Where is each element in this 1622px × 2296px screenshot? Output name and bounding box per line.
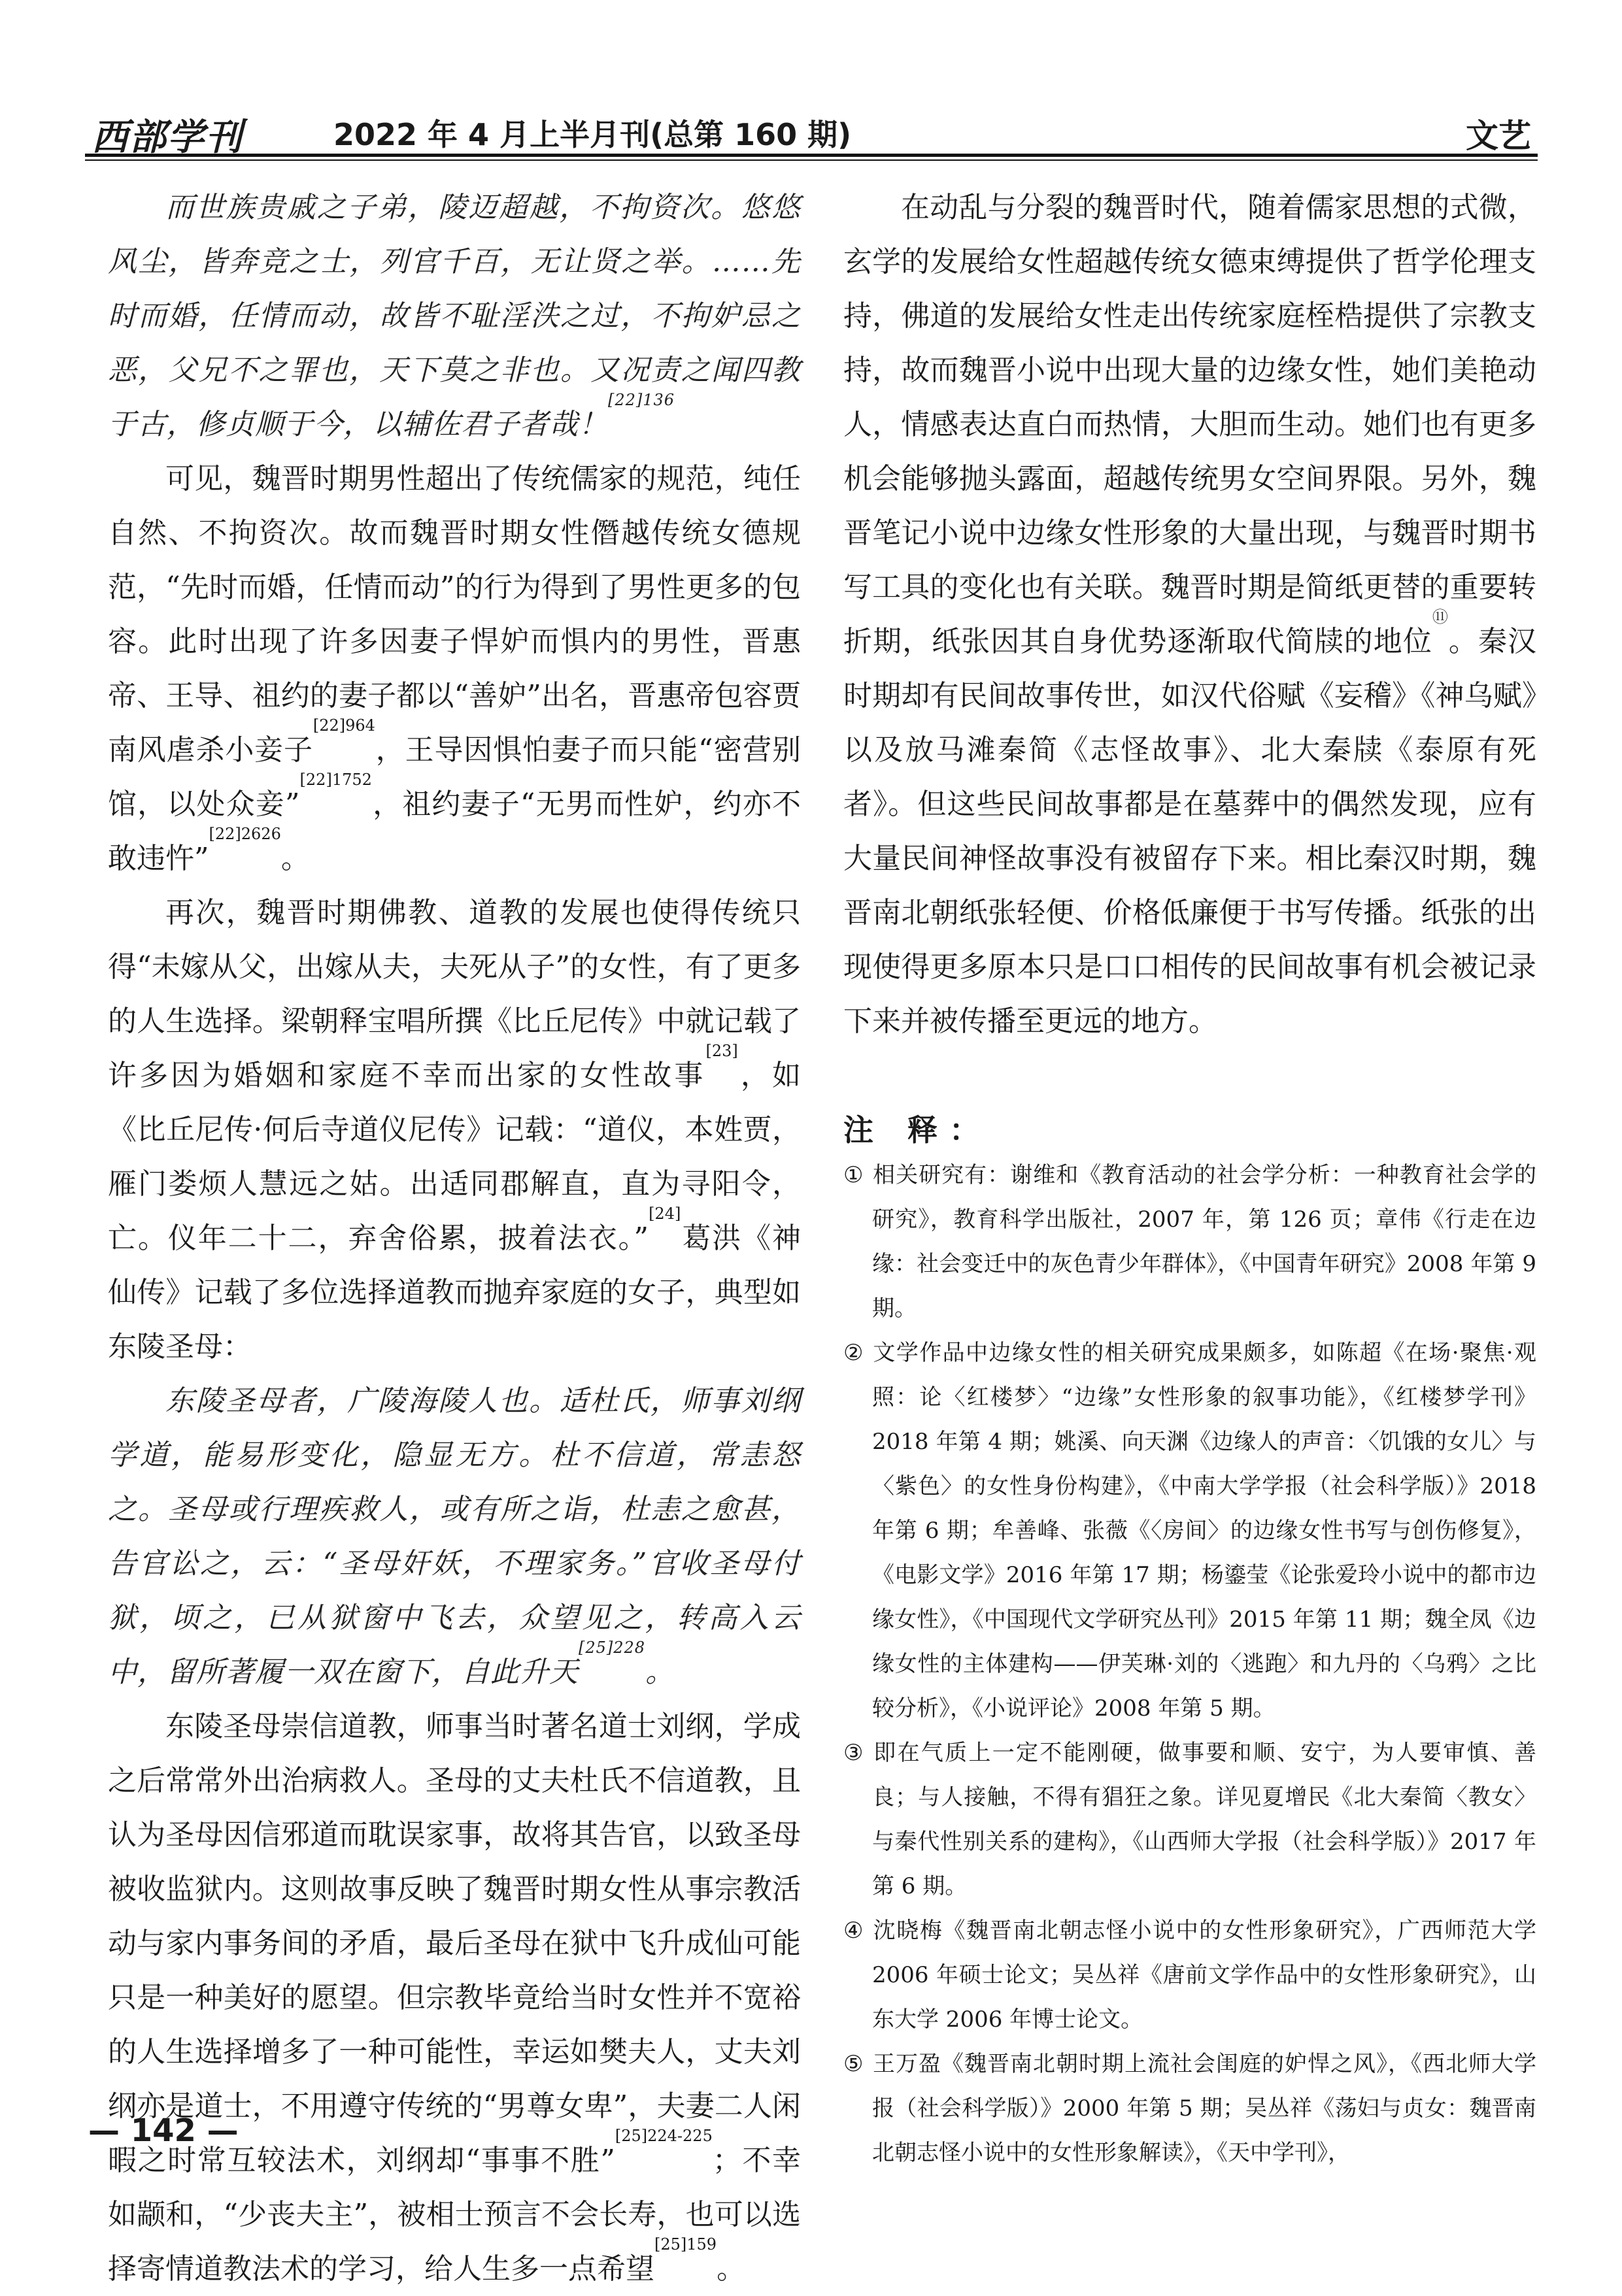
header-rule <box>85 154 1538 157</box>
note-item <box>843 2042 1536 2175</box>
paragraph-text: 。 <box>717 2252 746 2286</box>
note-text: 即在气质上一定不能刚硬，做事要和顺、安宁，为人要审慎、善良；与人接触，不得有猖狂之象。详见夏增民《北大秦简〈教女〉与秦代性别关系的建构》，《山西师大学报（社会科学版）》2017 年第 6 期。 <box>872 1740 1536 1899</box>
note-text: 沈晓梅《魏晋南北朝志怪小说中的女性形象研究》，广西师范大学 2006 年硕士论文；吴丛祥《唐前文学作品中的女性形象研究》，山东大学 2006 年博士论文。 <box>872 1918 1536 2033</box>
right-column <box>843 180 1536 2175</box>
note-item <box>843 1731 1536 1908</box>
notes-list <box>843 1153 1536 2175</box>
notes-heading: 注 释： <box>843 1112 992 1148</box>
paragraph-text: 在动乱与分裂的魏晋时代，随着儒家思想的式微，玄学的发展给女性超越传统女德束缚提供了哲学伦理支持，佛道的发展给女性走出传统家庭桎梏提供了宗教支持，故而魏晋小说中出现大量的边缘女性，她们美艳动人，情感表达直白而热情，大胆而生动。她们也有更多机会能够抛头露面，超越传统男女空间界限。另外，魏晋笔记小说中边缘女性形象的大量出现，与魏晋时期书写工具的变化也有关联。魏晋时期是简纸更替的重要转折期，纸张因其自身优势逐渐取代简牍的地位 <box>843 191 1536 658</box>
note-number: ④ <box>843 1918 864 1944</box>
note-marker: ⑪ <box>1432 608 1449 626</box>
section-label: 文艺 <box>1466 117 1531 155</box>
note-number: ② <box>843 1340 864 1366</box>
citation: [24] <box>649 1205 681 1223</box>
note-item <box>843 1908 1536 2042</box>
paragraph-text: ；不幸如颛和，“少丧夫主”，被相士预言不会长寿，也可以选择寄情道教法术的学习，给人生多一点希望 <box>108 2144 802 2286</box>
note-number: ① <box>843 1162 864 1188</box>
citation: [22]2626 <box>209 825 281 843</box>
issue-info: 2022 年 4 月上半月刊(总第 160 期) <box>333 117 852 152</box>
paragraph-text: 东陵圣母崇信道教，师事当时著名道士刘纲，学成之后常常外出治病救人。圣母的丈夫杜氏不信道教，且认为圣母因信邪道而耽误家事，故将其告官，以致圣母被收监狱内。这则故事反映了魏晋时期女性从事宗教活动与家内事务间的矛盾，最后圣母在狱中飞升成仙可能只是一种美好的愿望。但宗教毕竟给当时女性并不宽裕的人生选择增多了一种可能性，幸运如樊夫人，丈夫刘纲亦是道士，不用遵守传统的“男尊女卑”，夫妻二人闲暇之时常互较法术，刘纲却“事事不胜” <box>108 1710 801 2177</box>
note-number: ③ <box>843 1740 864 1766</box>
quote-text: 东陵圣母者，广陵海陵人也。适杜氏，师事刘纲学道，能易形变化，隐显无方。杜不信道，常恚怒之。圣母或行理疾救人，或有所之诣，杜恚之愈甚，告官讼之，云：“圣母奸妖，不理家务。”官收圣母付狱，顷之，已从狱窗中飞去，众望见之，转高入云中，留所著履一双在窗下，自此升天 <box>108 1384 801 1689</box>
citation: [25]228 <box>579 1639 646 1657</box>
paragraph-text: 再次，魏晋时期佛教、道教的发展也使得传统只得“未嫁从父，出嫁从夫，夫死从子”的女性，有了更多的人生选择。梁朝释宝唱所撰《比丘尼传》中就记载了许多因为婚姻和家庭不幸而出家的女性故事 <box>108 896 801 1092</box>
block-quote <box>108 180 801 452</box>
header-rule-thin <box>85 159 1538 161</box>
citation: [25]159 <box>654 2235 717 2254</box>
note-item <box>843 1153 1536 1331</box>
paragraph-text: ，如《比丘尼传·何后寺道仪尼传》记载：“道仪，本姓贾，雁门娄烦人慧远之姑。出适同郡解直，直为寻阳令，亡。仪年二十二，弃舍俗累，披着法衣。” <box>108 1059 802 1255</box>
paragraph-text: ，王导因惧怕妻子而只能“密营别馆，以处众妾” <box>108 733 802 821</box>
block-quote <box>108 1374 801 1699</box>
paragraph-text: 葛洪《神仙传》记载了多位选择道教而抛弃家庭的女子，典型如东陵圣母： <box>108 1222 802 1363</box>
note-text: 王万盈《魏晋南北朝时期上流社会闺庭的妒悍之风》，《西北师大学报（社会科学版）》2000 年第 5 期；吴丛祥《荡妇与贞女：魏晋南北朝志怪小说中的女性形象解读》，《天中学刊》， <box>872 2051 1536 2166</box>
paragraph-text: 可见，魏晋时期男性超出了传统儒家的规范，纯任自然、不拘资次。故而魏晋时期女性僭越传统女德规范，“先时而婚，任情而动”的行为得到了男性更多的包容。此时出现了许多因妻子悍妒而惧内的男性，晋惠帝、王导、祖约的妻子都以“善妒”出名，晋惠帝包容贾南风虐杀小妾子 <box>108 462 801 767</box>
citation: [25]224-225 <box>615 2127 713 2145</box>
citation: [22]1752 <box>299 771 372 789</box>
note-text: 文学作品中边缘女性的相关研究成果颇多，如陈超《在场·聚焦·观照：论〈红楼梦〉“边缘”女性形象的叙事功能》，《红楼梦学刊》2018 年第 4 期；姚溪、向天渊《边缘人的声音：〈饥饿的女儿〉与〈紫色〉的女性身份构建》，《中南大学学报（社会科学版）》2018 年第 6 期；牟善峰、张薇《〈房间〉的边缘女性书写与创伤修复》，《电影文学》2016 年第 17 期；杨鎏莹《论张爱玲小说中的都市边缘女性》，《中国现代文学研究丛刊》2015 年第 11 期；魏全凤《边缘女性的主体建构——伊芙琳·刘的〈逃跑〉和九丹的〈乌鸦〉之比较分析》，《小说评论》2008 年第 5 期。 <box>872 1340 1536 1722</box>
paragraph <box>108 1699 801 2296</box>
paragraph-text: ，祖约妻子“无男而性妒，约亦不敢违忤” <box>108 788 801 875</box>
citation: [22]964 <box>313 716 375 735</box>
quote-text: 而世族贵戚之子弟，陵迈超越，不拘资次。悠悠风尘，皆奔竞之士，列官千百，无让贤之举。……先时而婚，任情而动，故皆不耻淫泆之过，不拘妒忌之恶，父兄不之罪也，天下莫之非也。又况责之闻四教于古，修贞顺于今，以辅佐君子者哉！ <box>108 191 801 441</box>
paragraph <box>843 180 1536 1048</box>
journal-logo: 西部学刊 <box>92 116 243 159</box>
citation: [22]136 <box>608 391 675 409</box>
note-text: 相关研究有：谢维和《教育活动的社会学分析：一种教育社会学的研究》，教育科学出版社，2007 年，第 126 页；章伟《行走在边缘：社会变迁中的灰色青少年群体》，《中国青年研究》2008 年第 9 期。 <box>872 1162 1536 1322</box>
left-column <box>108 180 801 2296</box>
note-item <box>843 1331 1536 1731</box>
paragraph <box>108 452 801 886</box>
paragraph-text: 。 <box>280 842 310 875</box>
page-number: — 142 — <box>88 2112 239 2149</box>
note-number: ⑤ <box>843 2051 864 2077</box>
paragraph-text: 。秦汉时期却有民间故事传世，如汉代俗赋《妄稽》《神乌赋》以及放马滩秦简《志怪故事》、北大秦牍《泰原有死者》。但这些民间故事都是在墓葬中的偶然发现，应有大量民间神怪故事没有被留存下来。相比秦汉时期，魏晋南北朝纸张轻便、价格低廉便于书写传播。纸张的出现使得更多原本只是口口相传的民间故事有机会被记录下来并被传播至更远的地方。 <box>843 625 1537 1038</box>
citation: [23] <box>705 1042 738 1060</box>
quote-text: 。 <box>645 1655 675 1689</box>
running-header <box>85 105 1538 157</box>
paragraph <box>108 886 801 1374</box>
